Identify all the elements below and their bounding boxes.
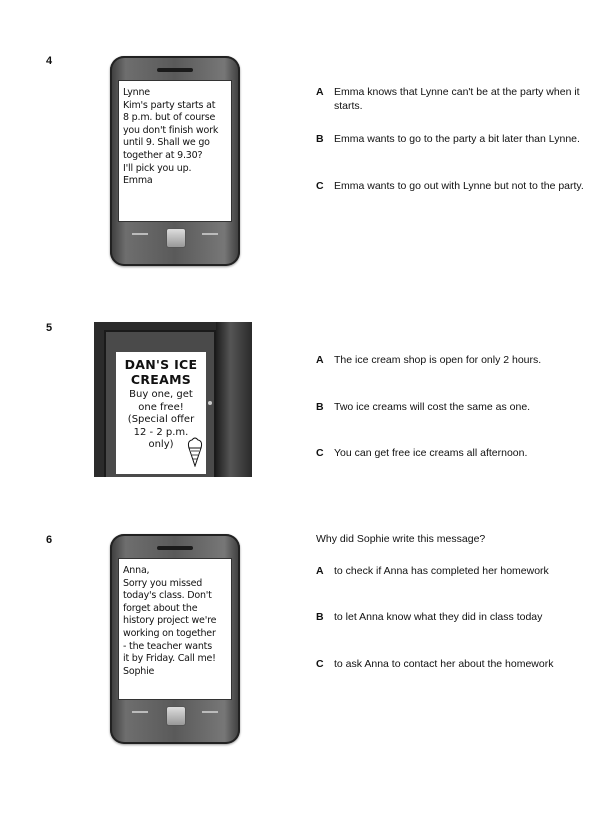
phone-search-key: [202, 711, 218, 713]
option-q5-b[interactable]: [316, 400, 586, 414]
option-letter: A: [316, 86, 324, 98]
option-text: to let Anna know what they did in class today: [334, 611, 543, 623]
option-q6-c[interactable]: [316, 657, 586, 671]
option-letter: A: [316, 565, 324, 577]
option-letter: A: [316, 354, 324, 366]
option-q6-b[interactable]: [316, 610, 586, 624]
phone-image-q6: [110, 534, 240, 744]
question-prompt-q6: Why did Sophie write this message?: [316, 533, 486, 545]
option-text: to check if Anna has completed her homework: [334, 565, 549, 577]
phone-screen: [118, 80, 232, 222]
option-q6-a[interactable]: [316, 564, 586, 578]
phone-speaker: [157, 68, 193, 72]
option-text: Two ice creams will cost the same as one.: [334, 401, 531, 413]
option-text: Emma knows that Lynne can't be at the party when it starts.: [334, 86, 580, 112]
option-letter: B: [316, 133, 324, 145]
option-letter: B: [316, 611, 324, 623]
option-q5-a[interactable]: [316, 353, 586, 367]
sign-card: [116, 352, 206, 474]
option-q4-a[interactable]: [316, 85, 586, 113]
phone-home-button: [166, 706, 186, 726]
option-letter: C: [316, 180, 324, 192]
ice-cream-cone-icon: [186, 437, 204, 467]
shop-door-sign-image: [94, 322, 252, 477]
sign-title: DAN'S ICE CREAMS: [124, 357, 198, 387]
door-handle: [208, 401, 212, 405]
option-q5-c[interactable]: [316, 446, 586, 460]
phone-image-q4: [110, 56, 240, 266]
text-message-q4: Lynne Kim's party starts at 8 p.m. but of course you don't finish work until 9. Shall we go together at 9.30? I'll pick you up. Emma: [123, 87, 219, 187]
option-q4-c[interactable]: [316, 179, 586, 193]
sign-body: Buy one, get one free! (Special offer 12 - 2 p.m. only): [127, 389, 195, 450]
question-number-6: 6: [46, 534, 53, 546]
text-message-q6: Anna, Sorry you missed today's class. Don't forget about the history project we're working on together - the teacher wants it by Friday. Call me! Sophie: [123, 565, 217, 677]
option-text: to ask Anna to contact her about the homework: [334, 658, 554, 670]
option-text: You can get free ice creams all afternoon.: [334, 447, 528, 459]
phone-home-button: [166, 228, 186, 248]
option-letter: C: [316, 658, 324, 670]
phone-back-key: [132, 711, 148, 713]
option-text: Emma wants to go to the party a bit later than Lynne.: [334, 133, 580, 145]
option-text: The ice cream shop is open for only 2 hours.: [334, 354, 542, 366]
question-number-5: 5: [46, 322, 53, 334]
phone-back-key: [132, 233, 148, 235]
option-q4-b[interactable]: [316, 132, 586, 146]
shop-window: [216, 322, 252, 477]
option-letter: C: [316, 447, 324, 459]
question-number-4: 4: [46, 55, 53, 67]
phone-screen: [118, 558, 232, 700]
option-letter: B: [316, 401, 324, 413]
option-text: Emma wants to go out with Lynne but not to the party.: [334, 180, 584, 192]
phone-speaker: [157, 546, 193, 550]
phone-search-key: [202, 233, 218, 235]
